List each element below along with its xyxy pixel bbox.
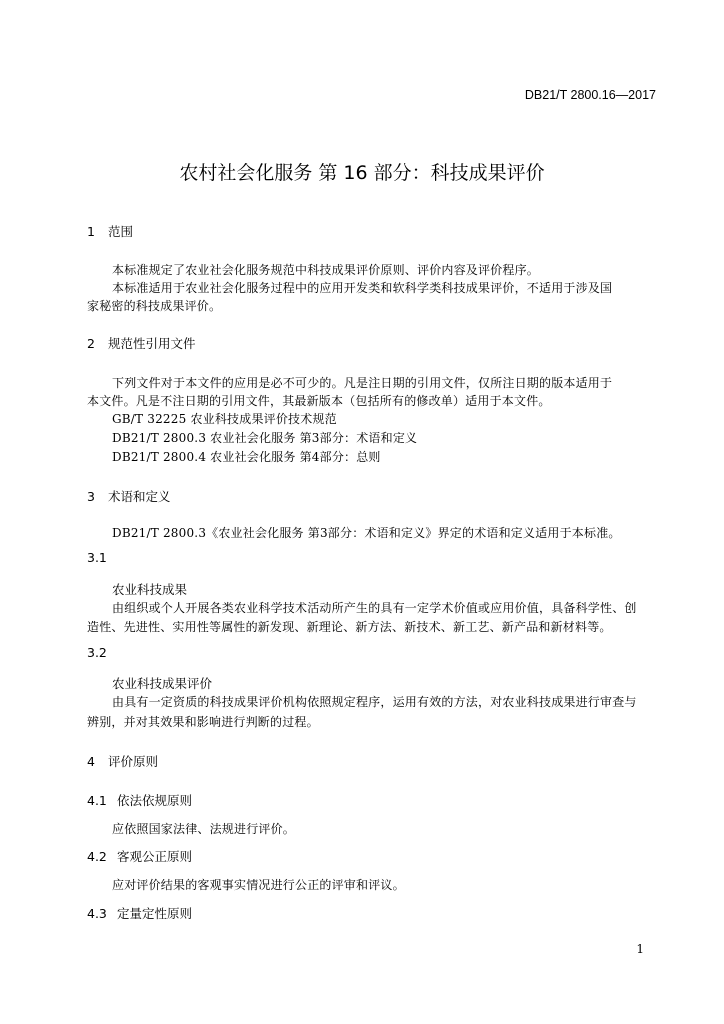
page-number: 1 [636,942,644,956]
subsection-title: 客观公正原则 [117,849,193,864]
subsection-title: 依法依规原则 [117,793,193,808]
term-name: 农业科技成果 [112,582,188,597]
section-title: 术语和定义 [108,489,171,504]
term-definition-continuation: 造性、先进性、实用性等属性的新发现、新理论、新方法、新技术、新工艺、新产品和新材料等。 [87,620,612,634]
subsection-4-3-heading [87,904,192,922]
paragraph: DB21/T 2800.3《农业社会化服务 第3部分：术语和定义》界定的术语和定义适用于本标准。 [112,526,621,540]
subsection-number: 4.1 [87,793,107,808]
section-1-heading [87,222,133,240]
section-2-heading [87,334,196,352]
term-number: 3.1 [87,550,107,565]
section-title: 范围 [108,224,134,239]
paragraph: 下列文件对于本文件的应用是必不可少的。凡是注日期的引用文件，仅所注日期的版本适用于 [112,376,613,390]
term-definition-continuation: 辨别，并对其效果和影响进行判断的过程。 [87,715,319,729]
subsection-4-1-heading [87,791,192,809]
paragraph: 本标准适用于农业社会化服务过程中的应用开发类和软科学类科技成果评价，不适用于涉及国 [112,281,613,295]
term-definition: 由具有一定资质的科技成果评价机构依照规定程序，运用有效的方法，对农业科技成果进行审查与 [112,695,637,709]
section-number: 3 [87,489,95,504]
paragraph: 应对评价结果的客观事实情况进行公正的评审和评议。 [112,878,405,892]
standard-number: DB21/T 2800.16—2017 [524,88,656,102]
paragraph: 本标准规定了农业社会化服务规范中科技成果评价原则、评价内容及评价程序。 [112,263,540,277]
paragraph-continuation: 家秘密的科技成果评价。 [87,299,222,313]
section-4-heading [87,752,158,770]
subsection-number: 4.3 [87,906,107,921]
term-number: 3.2 [87,645,107,660]
section-title: 规范性引用文件 [108,336,196,351]
subsection-title: 定量定性原则 [117,906,193,921]
subsection-4-2-heading [87,847,192,865]
paragraph-continuation: 本文件。凡是不注日期的引用文件，其最新版本（包括所有的修改单）适用于本文件。 [87,394,551,408]
reference-item: DB21/T 2800.4 农业社会化服务 第4部分：总则 [112,450,381,464]
subsection-number: 4.2 [87,849,107,864]
section-title: 评价原则 [108,754,159,769]
section-number: 2 [87,336,95,351]
term-definition: 由组织或个人开展各类农业科学技术活动所产生的具有一定学术价值或应用价值，具备科学性、创 [112,601,637,615]
reference-item: DB21/T 2800.3 农业社会化服务 第3部分：术语和定义 [112,431,418,445]
section-number: 1 [87,224,95,239]
reference-item: GB/T 32225 农业科技成果评价技术规范 [112,412,337,426]
paragraph: 应依照国家法律、法规进行评价。 [112,822,296,836]
document-title: 农村社会化服务 第 16 部分：科技成果评价 [179,162,545,184]
section-number: 4 [87,754,95,769]
term-name: 农业科技成果评价 [112,676,213,691]
section-3-heading [87,487,171,505]
